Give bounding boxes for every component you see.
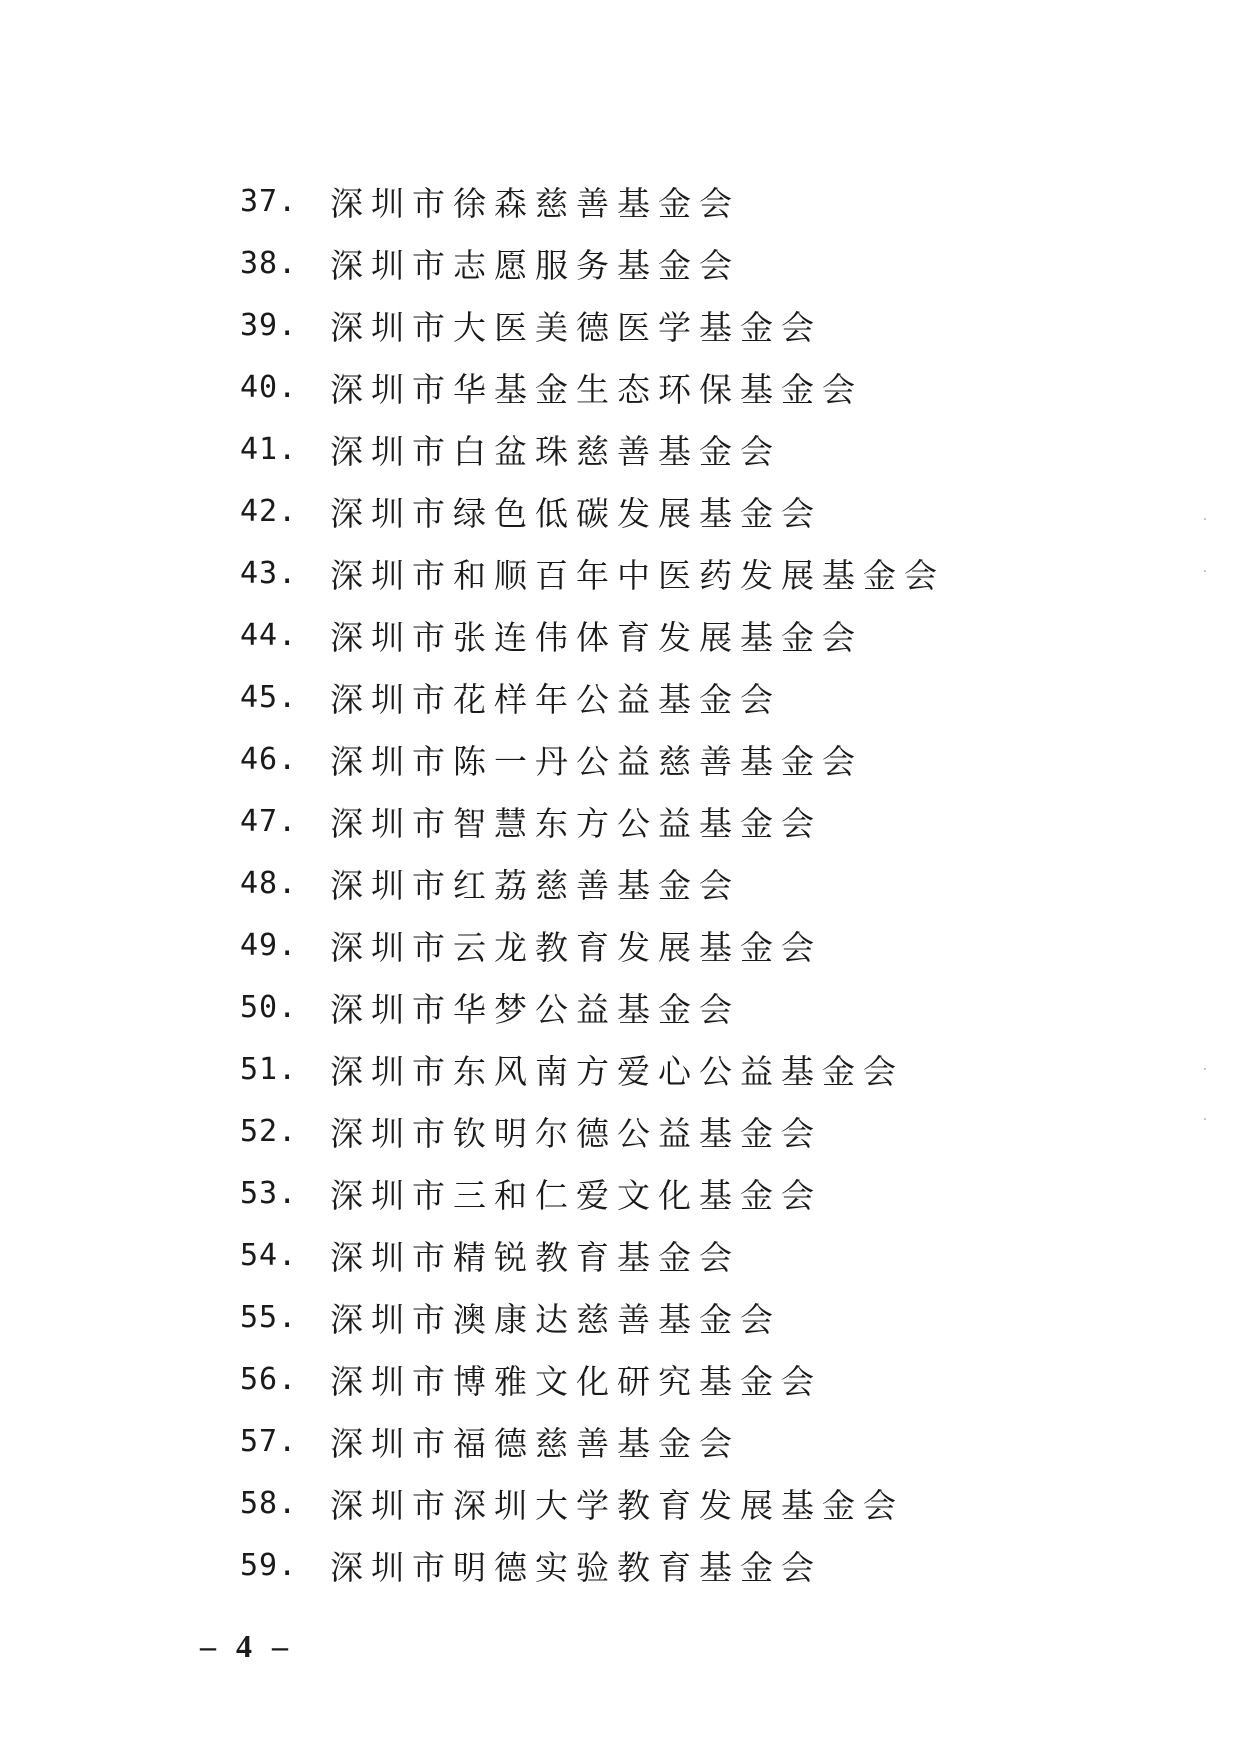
foundation-name: 深圳市博雅文化研究基金会 [330,1361,822,1401]
item-number: 39. [240,307,298,343]
item-number: 57. [240,1423,298,1459]
item-number: 52. [240,1113,298,1149]
foundation-name: 深圳市福德慈善基金会 [330,1423,740,1463]
list-item [240,542,945,604]
foundation-name: 深圳市深圳大学教育发展基金会 [330,1485,904,1525]
list-item [240,418,945,480]
list-item [240,728,945,790]
item-number: 41. [240,431,298,467]
list-item [240,1348,945,1410]
item-number: 46. [240,741,298,777]
list-item [240,294,945,356]
list-item [240,170,945,232]
item-number: 54. [240,1237,298,1273]
item-number: 45. [240,679,298,715]
list-item [240,604,945,666]
list-item [240,1286,945,1348]
foundation-name: 深圳市云龙教育发展基金会 [330,927,822,967]
item-number: 48. [240,865,298,901]
list-item [240,914,945,976]
list-item [240,1038,945,1100]
item-number: 43. [240,555,298,591]
foundation-name: 深圳市三和仁爱文化基金会 [330,1175,822,1215]
foundation-name: 深圳市白盆珠慈善基金会 [330,431,781,471]
item-number: 59. [240,1547,298,1583]
list-item [240,1410,945,1472]
item-number: 37. [240,183,298,219]
list-item [240,232,945,294]
foundation-name: 深圳市红荔慈善基金会 [330,865,740,905]
item-number: 44. [240,617,298,653]
foundation-list [240,170,945,1596]
list-item [240,1534,945,1596]
foundation-name: 深圳市华梦公益基金会 [330,989,740,1029]
page-number: – 4 – [200,1628,294,1664]
item-number: 51. [240,1051,298,1087]
scan-speck [1204,570,1206,572]
foundation-name: 深圳市大医美德医学基金会 [330,307,822,347]
foundation-name: 深圳市陈一丹公益慈善基金会 [330,741,863,781]
item-number: 50. [240,989,298,1025]
foundation-name: 深圳市徐森慈善基金会 [330,183,740,223]
foundation-name: 深圳市志愿服务基金会 [330,245,740,285]
foundation-name: 深圳市精锐教育基金会 [330,1237,740,1277]
list-item [240,1100,945,1162]
item-number: 58. [240,1485,298,1521]
item-number: 53. [240,1175,298,1211]
item-number: 47. [240,803,298,839]
list-item [240,356,945,418]
foundation-name: 深圳市绿色低碳发展基金会 [330,493,822,533]
scan-speck [1204,1118,1206,1120]
list-item [240,852,945,914]
foundation-name: 深圳市花样年公益基金会 [330,679,781,719]
list-item [240,790,945,852]
scan-speck [1204,518,1206,520]
foundation-name: 深圳市明德实验教育基金会 [330,1547,822,1587]
item-number: 55. [240,1299,298,1335]
foundation-name: 深圳市和顺百年中医药发展基金会 [330,555,945,595]
scan-speck [1204,1068,1206,1070]
foundation-name: 深圳市东风南方爱心公益基金会 [330,1051,904,1091]
item-number: 42. [240,493,298,529]
item-number: 49. [240,927,298,963]
list-item [240,1224,945,1286]
item-number: 38. [240,245,298,281]
foundation-name: 深圳市钦明尔德公益基金会 [330,1113,822,1153]
foundation-name: 深圳市智慧东方公益基金会 [330,803,822,843]
foundation-name: 深圳市澳康达慈善基金会 [330,1299,781,1339]
list-item [240,976,945,1038]
item-number: 40. [240,369,298,405]
list-item [240,1162,945,1224]
item-number: 56. [240,1361,298,1397]
foundation-name: 深圳市张连伟体育发展基金会 [330,617,863,657]
foundation-name: 深圳市华基金生态环保基金会 [330,369,863,409]
list-item [240,480,945,542]
list-item [240,666,945,728]
list-item [240,1472,945,1534]
